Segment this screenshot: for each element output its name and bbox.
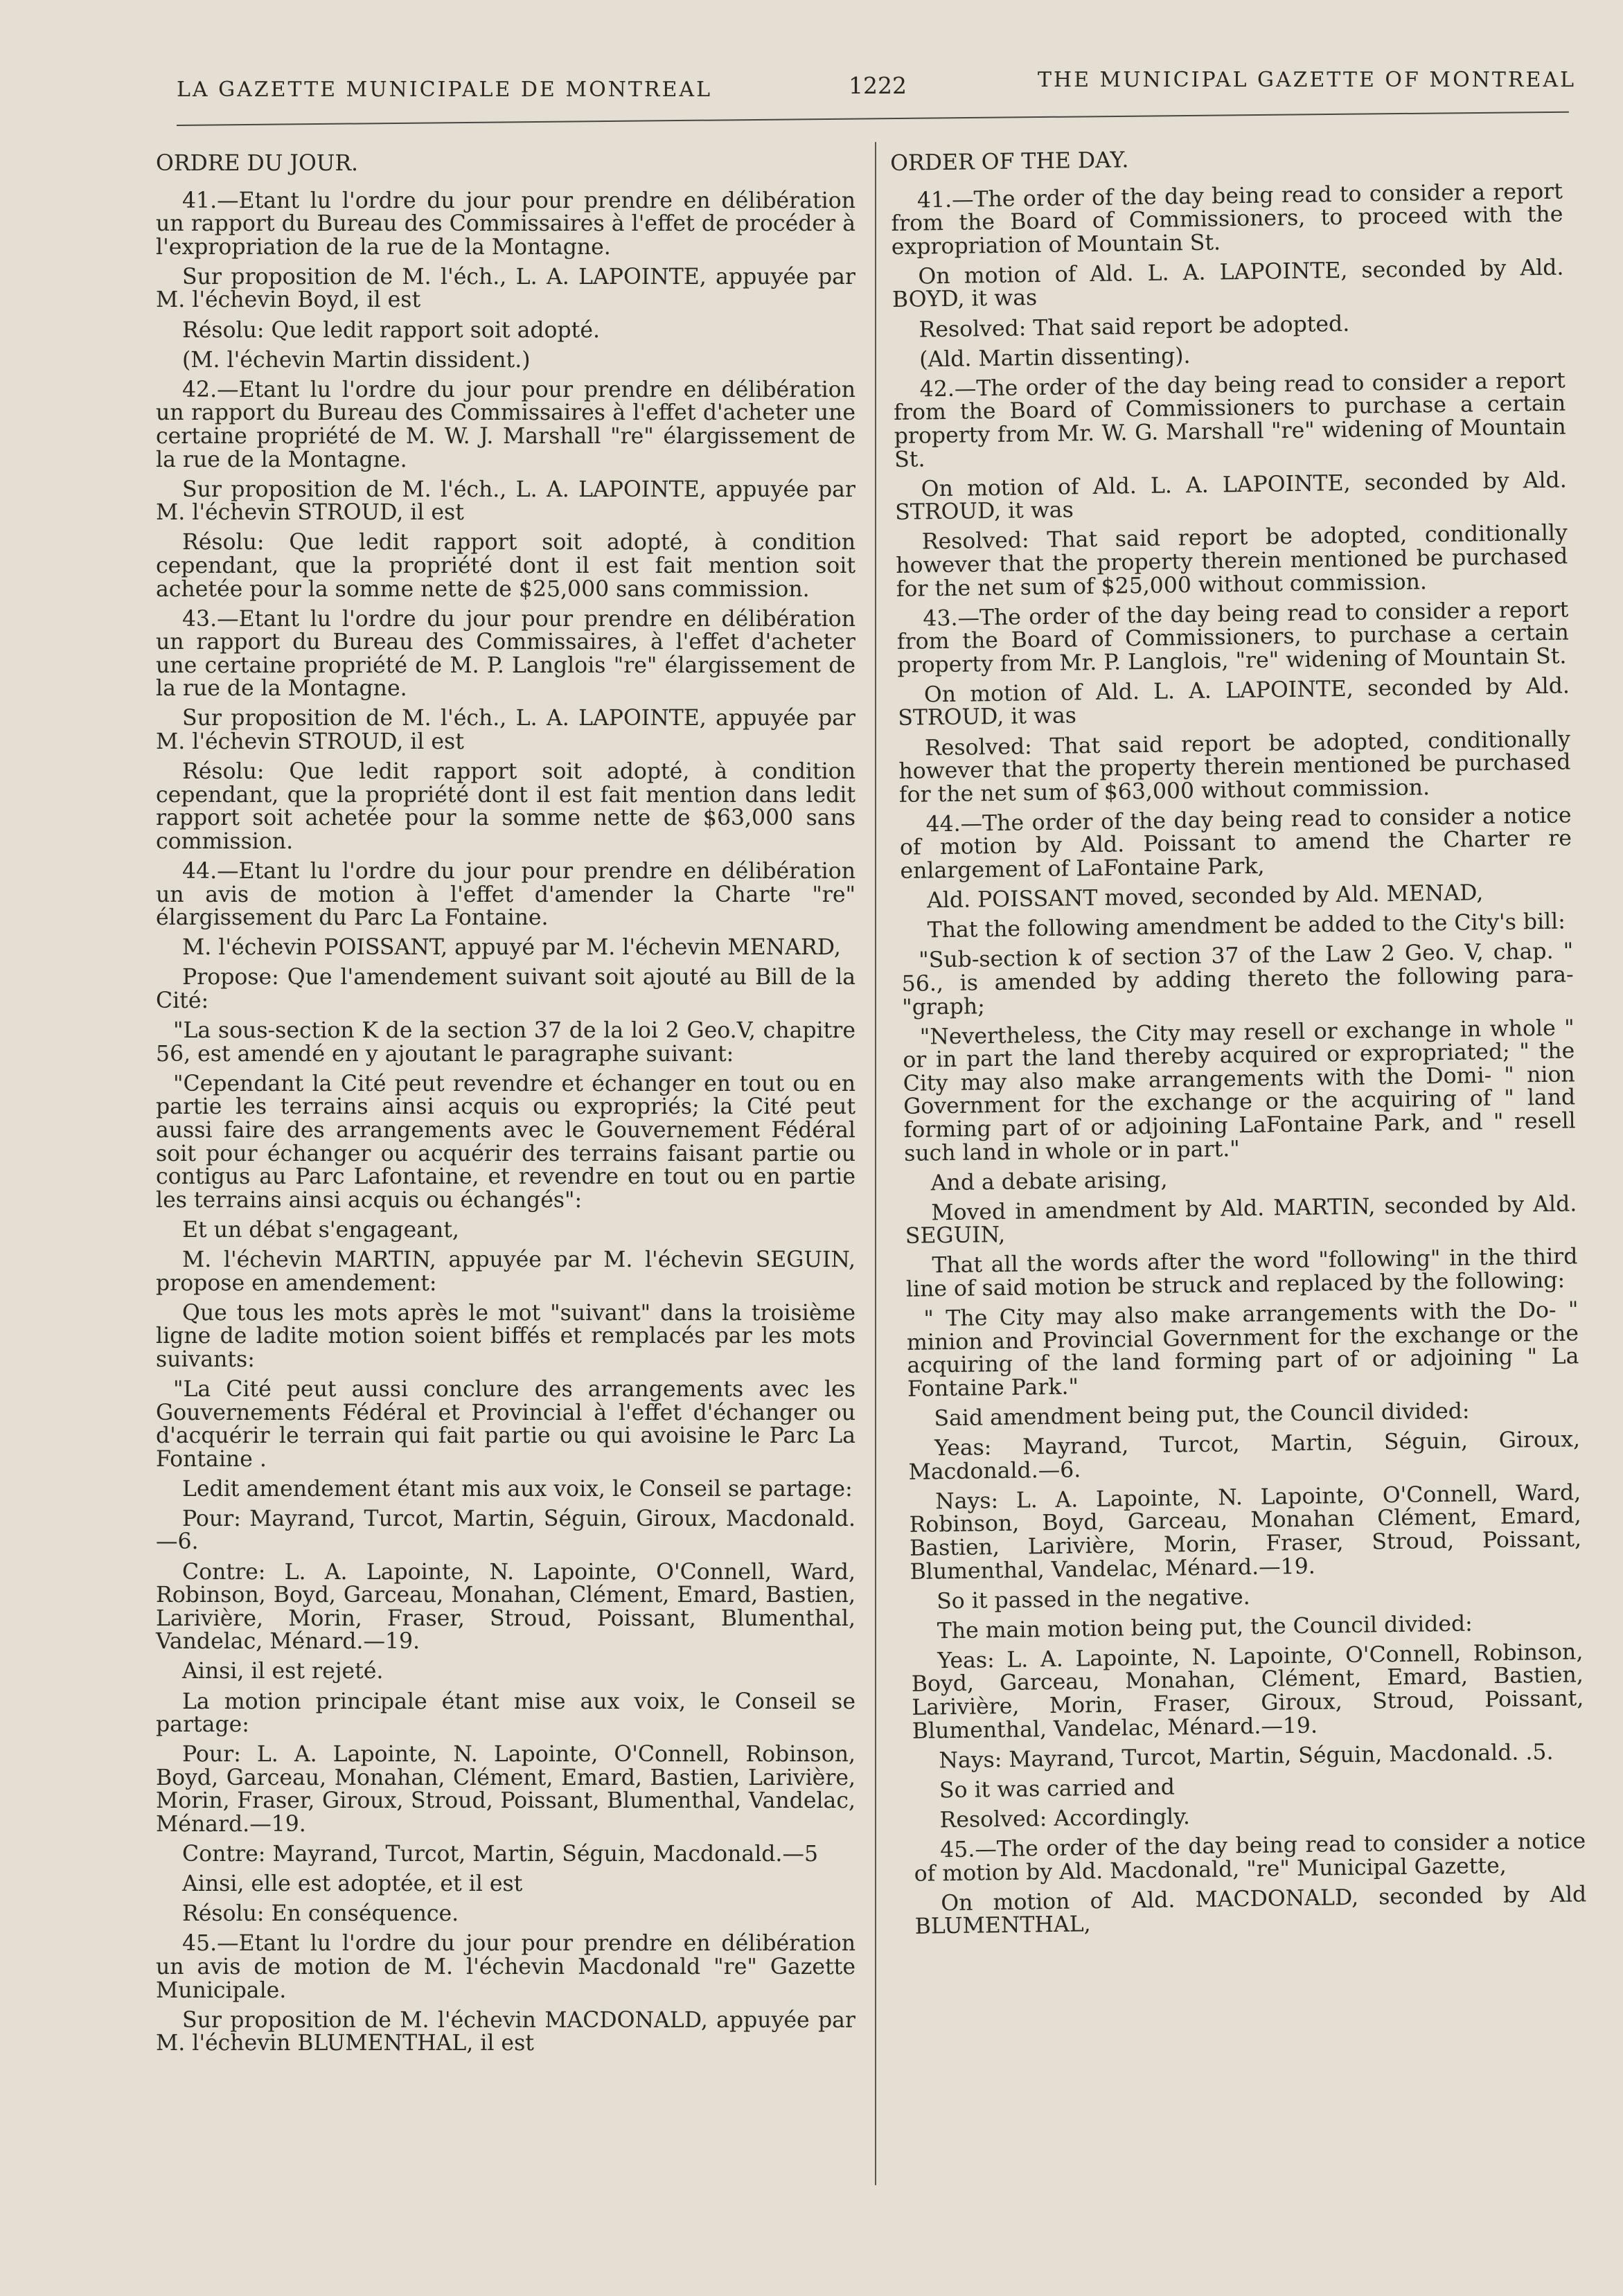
page-header xyxy=(177,68,1576,109)
en-main-nays: Nays: Mayrand, Turcot, Martin, Séguin, Macdonald. .5. xyxy=(939,1739,1554,1773)
en-amendment-vote: Said amendment being put, the Council divided: xyxy=(934,1398,1470,1432)
header-english-title: THE MUNICIPAL GAZETTE OF MONTREAL xyxy=(1037,68,1576,92)
en-item-42: 42.—The order of the day being read to consider a report from the Board of Commissioners to purchase a certain property from Mr. W. G. Marshall "re" widening of Mountain St. xyxy=(894,368,1566,472)
fr-amendment-mover: M. l'échevin MARTIN, appuyée par M. l'échevin SEGUIN, propose en amendement: xyxy=(156,1247,855,1296)
en-amendment-quote: " The City may also make arrangements with the Do- " minion and Provincial Government for the exchange or the acquiring of the land forming part of or adjoining " La Fontaine Park." xyxy=(906,1297,1579,1402)
english-section-title: ORDER OF THE DAY. xyxy=(889,148,1129,176)
fr-motion-45: Sur proposition de M. l'échevin MACDONALD, appuyée par M. l'échevin BLUMENTHAL, il est xyxy=(156,2007,855,2056)
en-amendment-yeas: Yeas: Mayrand, Turcot, Martin, Séguin, Giroux, Macdonald.—6. xyxy=(908,1427,1581,1485)
french-section-title: ORDRE DU JOUR. xyxy=(156,151,359,176)
header-french-title: LA GAZETTE MUNICIPALE DE MONTREAL xyxy=(177,78,713,102)
fr-main-contre: Contre: Mayrand, Turcot, Martin, Séguin, Macdonald.—5 xyxy=(182,1842,818,1867)
fr-main-resolution: Résolu: En conséquence. xyxy=(182,1901,459,1927)
en-amendment-text: That all the words after the word "following" in the third line of said motion be struck and replaced by the following: xyxy=(905,1244,1578,1302)
fr-item-45: 45.—Etant lu l'ordre du jour pour prendre en délibération un avis de motion de M. l'échevin Macdonald "re" Gazette Municipale. xyxy=(156,1931,855,2003)
fr-resolution-41: Résolu: Que ledit rapport soit adopté. xyxy=(182,317,600,343)
en-main-yeas: Yeas: L. A. Lapointe, N. Lapointe, O'Connell, Robinson, Boyd, Garceau, Monahan, Clément, Emard, Bastien, Larivière, Morin, Fraser, Giroux, Stroud, Poissant, Blumenthal, Vandelac, Ménard.—19. xyxy=(911,1639,1584,1744)
en-debate: And a debate arising, xyxy=(930,1167,1168,1195)
fr-item-44: 44.—Etant lu l'ordre du jour pour prendre en délibération un avis de motion à l'effet d'amender la Charte "re" élargissement du Parc La Fontaine. xyxy=(156,859,855,931)
fr-main-pour: Pour: L. A. Lapointe, N. Lapointe, O'Connell, Robinson, Boyd, Garceau, Monahan, Clément, Emard, Bastien, Larivière, Morin, Fraser, Giroux, Stroud, Poissant, Blumenthal, Vandelac, Ménard.—19. xyxy=(156,1742,855,1837)
en-main-result: So it was carried and xyxy=(939,1774,1176,1804)
fr-motion-41: Sur proposition de M. l'éch., L. A. LAPOINTE, appuyée par M. l'échevin Boyd, il est xyxy=(156,264,855,313)
en-amendment-result: So it passed in the negative. xyxy=(936,1584,1250,1614)
en-amendment-mover: Moved in amendment by Ald. MARTIN, seconded by Ald. SEGUIN, xyxy=(905,1191,1577,1249)
en-item-43: 43.—The order of the day being read to consider a report from the Board of Commissioners, to purchase a certain property from Mr. P. Langlois, "re" widening of Mountain St. xyxy=(896,596,1570,678)
fr-mover-44: M. l'échevin POISSANT, appuyé par M. l'échevin MENARD, xyxy=(182,935,841,961)
fr-item-42: 42.—Etant lu l'ordre du jour pour prendre en délibération un rapport du Bureau des Commissaires à l'effet d'acheter une certaine propriété de M. W. J. Marshall "re" élargissement de la rue de la Montagne. xyxy=(156,377,855,472)
en-item-44: 44.—The order of the day being read to consider a notice of motion by Ald. Poissant to amend the Charter re enlargement of LaFontaine Park, xyxy=(899,803,1572,884)
en-resolution-42: Resolved: That said report be adopted, conditionally however that the property therein mentioned be purchased for the net sum of $25,000 without commission. xyxy=(896,520,1568,602)
en-item-41: 41.—The order of the day being read to consider a report from the Board of Commissioners, to proceed with the expropriation of Mountain St. xyxy=(891,179,1563,260)
en-quote-paragraph: "Nevertheless, the City may resell or exchange in whole " or in part the land thereby acquired or expropriated; " the City may also make arrangements with the Domi- " nion Government for the exchange or the acquiring of " land forming part of or adjoining LaFontaine Park, and " resell such land in whole or in part." xyxy=(903,1015,1576,1166)
fr-resolution-42: Résolu: Que ledit rapport soit adopté, à condition cependant, que la propriété dont il est fait mention soit achetée pour la somme nette de $25,000 sans commission. xyxy=(156,530,855,602)
en-proposal-44: That the following amendment be added to the City's bill: xyxy=(927,909,1566,943)
en-motion-42: On motion of Ald. L. A. LAPOINTE, seconded by Ald. STROUD, it was xyxy=(895,468,1567,526)
en-mover-44: Ald. POISSANT moved, seconded by Ald. MENAD, xyxy=(926,880,1484,914)
fr-amendment-result: Ainsi, il est rejeté. xyxy=(182,1659,384,1684)
en-resolution-43: Resolved: That said report be adopted, conditionally however that the property therein mentioned be purchased for the net sum of $63,000 without commission. xyxy=(898,726,1571,808)
column-divider xyxy=(875,142,876,2185)
fr-proposal-44: Propose: Que l'amendement suivant soit ajouté au Bill de la Cité: xyxy=(156,965,855,1013)
fr-main-result: Ainsi, elle est adoptée, et il est xyxy=(182,1871,523,1897)
fr-amendment-pour: Pour: Mayrand, Turcot, Martin, Séguin, Giroux, Macdonald.—6. xyxy=(156,1506,855,1555)
en-motion-43: On motion of Ald. L. A. LAPOINTE, seconded by Ald. STROUD, it was xyxy=(898,673,1570,731)
fr-amendment-vote: Ledit amendement étant mis aux voix, le Conseil se partage: xyxy=(182,1476,853,1502)
page-number: 1222 xyxy=(849,72,907,99)
en-resolution-41: Resolved: That said report be adopted. xyxy=(919,311,1350,343)
en-quote-subsection: "Sub-section k of section 37 of the Law 2 Geo. V, chap. " 56., is amended by adding thereto the following para- "graph; xyxy=(901,938,1574,1020)
fr-quote-paragraph: "Cependant la Cité peut revendre et échanger en tout ou en partie les terrains ainsi acquis ou expropriés; la Cité peut aussi faire des arrangements avec le Gouvernement Fédéral soit pour échanger ou acquérir des terrains faisant partie ou contigus au Parc Lafontaine, et revendre en tout ou en partie les terrains ainsi acquis ou échangés": xyxy=(156,1071,855,1213)
fr-quote-subsection: "La sous-section K de la section 37 de la loi 2 Geo.V, chapitre 56, est amendé en y ajoutant le paragraphe suivant: xyxy=(156,1018,855,1067)
fr-item-41: 41.—Etant lu l'ordre du jour pour prendre en délibération un rapport du Bureau des Commissaires à l'effet de procéder à l'expropriation de la rue de la Montagne. xyxy=(156,188,855,260)
fr-resolution-43: Résolu: Que ledit rapport soit adopté, à condition cependant, que la propriété dont il est fait mention dans ledit rapport soit achetée pour la somme nette de $63,000 sans commission. xyxy=(156,759,855,854)
fr-amendment-contre: Contre: L. A. Lapointe, N. Lapointe, O'Connell, Ward, Robinson, Boyd, Garceau, Monahan, Clément, Emard, Bastien, Larivière, Morin, Fraser, Stroud, Poissant, Blumenthal, Vandelac, Ménard.—19. xyxy=(156,1559,855,1655)
french-column xyxy=(156,152,855,2062)
fr-amendment-quote: "La Cité peut aussi conclure des arrangements avec les Gouvernements Fédéral et Provincial à l'effet d'échanger ou d'acquérir le terrain qui fait partie ou qui avoisine le Parc La Fontaine . xyxy=(156,1376,855,1472)
fr-item-43: 43.—Etant lu l'ordre du jour pour prendre en délibération un rapport du Bureau des Commissaires, à l'effet d'acheter une certaine propriété de M. P. Langlois "re" élargissement de la rue de la Montagne. xyxy=(156,606,855,702)
en-motion-45: On motion of Ald. MACDONALD, seconded by Ald BLUMENTHAL, xyxy=(914,1881,1587,1940)
fr-main-vote: La motion principale étant mise aux voix, le Conseil se partage: xyxy=(156,1689,855,1738)
english-column xyxy=(890,143,1587,1946)
fr-dissent-41: (M. l'échevin Martin dissident.) xyxy=(182,347,531,373)
en-main-vote: The main motion being put, the Council divided: xyxy=(937,1611,1473,1644)
fr-debate: Et un débat s'engageant, xyxy=(182,1217,459,1243)
fr-motion-43: Sur proposition de M. l'éch., L. A. LAPOINTE, appuyée par M. l'échevin STROUD, il est xyxy=(156,706,855,755)
en-motion-41: On motion of Ald. L. A. LAPOINTE, seconded by Ald. BOYD, it was xyxy=(892,255,1564,313)
en-item-45: 45.—The order of the day being read to consider a notice of motion by Ald. Macdonald, "re" Municipal Gazette, xyxy=(914,1828,1586,1887)
en-amendment-nays: Nays: L. A. Lapointe, N. Lapointe, O'Connell, Ward, Robinson, Boyd, Garceau, Monahan Clément, Emard, Bastien, Larivière, Morin, Fraser, Stroud, Poissant, Blumenthal, Vandelac, Ménard.—19. xyxy=(909,1480,1582,1585)
fr-amendment-text: Que tous les mots après le mot "suivant" dans la troisième ligne de ladite motion soient biffés et remplacés par les mots suivants: xyxy=(156,1300,855,1372)
fr-motion-42: Sur proposition de M. l'éch., L. A. LAPOINTE, appuyée par M. l'échevin STROUD, il est xyxy=(156,477,855,526)
header-rule xyxy=(177,112,1569,126)
en-dissent-41: (Ald. Martin dissenting). xyxy=(919,343,1191,373)
en-main-resolution: Resolved: Accordingly. xyxy=(939,1804,1191,1833)
